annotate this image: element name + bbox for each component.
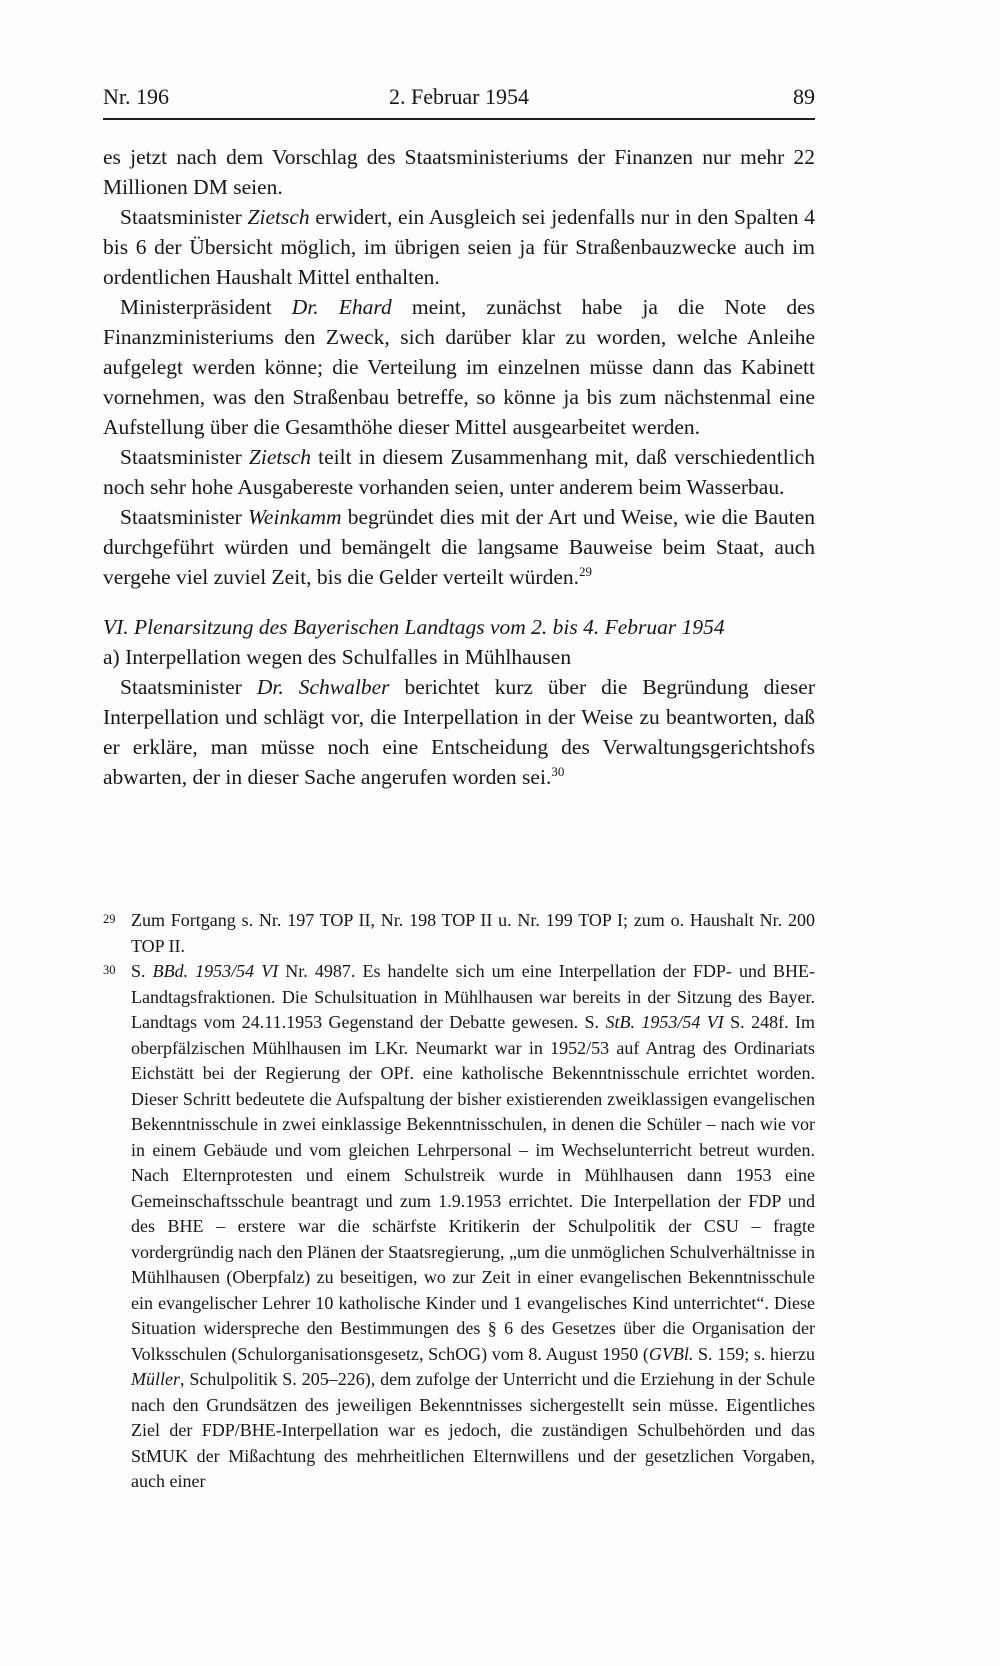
header-rule (103, 118, 815, 120)
footnote (103, 959, 815, 1495)
paragraph (103, 502, 815, 592)
italic-run: StB. 1953/54 VI (605, 1012, 724, 1032)
text-run: a) Interpellation wegen des Schulfalles in Mühlhausen (103, 645, 572, 669)
text-run: meint, zunächst habe ja die Note des Finanzministeriums den Zweck, sich darüber klar zu worden, welche Anleihe aufgelegt werden könne; die Verteilung im einzelnen müsse dann das Kabinett vornehmen, was den Straßenbau betreffe, so könne ja bis zum nächstenmal eine Aufstellung über die Gesamthöhe dieser Mittel ausgearbeitet werden. (103, 295, 815, 439)
footnote-ref: 30 (551, 763, 565, 779)
text-run: VI. Plenarsitzung des Bayerischen Landtags vom 2. bis 4. Februar 1954 (103, 615, 725, 639)
paragraph (103, 202, 815, 292)
text-run: S. 159; s. hierzu (693, 1343, 816, 1364)
section-subheading (103, 642, 815, 672)
italic-run: Dr. Schwalber (256, 675, 390, 699)
text-run: S. 248f. Im oberpfälzischen Mühlhausen im LKr. Neumarkt war in 1952/53 auf Antrag des Ordinariats Eichstätt bei der Regierung der OPf. eine katholische Bekenntnisschule errichtet worden. Dieser Schritt bedeutete die Aufspaltung der bisher existierenden zweiklassigen evangelischen Bekenntnisschule in zwei einklassige Bekenntnisschulen, in denen die Schüler – nach wie vor in einem Gebäude und vom gleichen Lehrpersonal – im Wechselunterricht betreut wurden. Nach Elternprotesten und einem Schulstreik wurde in Mühlhausen dann 1953 eine Gemeinschaftsschule beantragt und zum 1.9.1953 errichtet. Die Interpellation der FDP und des BHE – erstere war die schärfste Kritikerin der Schulpolitik der CSU – fragte vordergründig nach den Plänen der Staatsregierung, „um die unmöglichen Schulverhältnisse in Mühlhausen (Oberpfalz) zu beseitigen, wo zur Zeit in einer evangelischen Bekenntnisschule ein evangelischer Lehrer 10 katholische Kinder und 1 evangelisches Kind unterrichtet“. Diese Situation widerspreche den Bestimmungen des § 6 des Gesetzes über die Organisation der Volksschulen (Schulorganisationsgesetz, SchOG) vom 8. August 1950 ( (131, 1012, 815, 1364)
footnotes (103, 908, 815, 1495)
italic-run: Dr. Ehard (291, 295, 392, 319)
italic-run: Müller (131, 1369, 180, 1389)
body-text (103, 142, 815, 792)
text-run: Staatsminister (120, 205, 248, 229)
text-run: Ministerpräsident (120, 295, 292, 319)
footnote (103, 908, 815, 959)
text-block (103, 84, 816, 1491)
section-heading (103, 612, 815, 642)
text-run: erwidert, ein Ausgleich sei jedenfalls nur in den Spalten 4 bis 6 der Übersicht möglich, im übrigen seien ja für Straßenbauzwecke auch im ordentlichen Haushalt Mittel enthalten. (103, 205, 815, 289)
text-run: S. (131, 961, 153, 981)
paragraph (103, 442, 815, 502)
text-run: Staatsminister (120, 675, 257, 699)
text-run: Staatsminister (120, 505, 248, 529)
italic-run: Zietsch (248, 445, 312, 469)
italic-run: Zietsch (247, 205, 310, 229)
text-run: Staatsminister (120, 445, 249, 469)
text-run: Nr. 4987. Es handelte sich um eine Interpellation der FDP- und BHE-Landtagsfraktionen. Die Schulsituation in Mühlhausen war bereits in der Sitzung des Bayer. Landtags vom 24.11.1953 Gegenstand der Debatte gewesen. S. (131, 961, 816, 1032)
paragraph (103, 142, 815, 202)
italic-run: GVBl. (648, 1343, 694, 1364)
text-run: , Schulpolitik S. 205–226), dem zufolge der Unterricht und die Erziehung in der Schule nach den Grundsätzen des jeweiligen Bekenntnisses sichergestellt sein müsse. Eigentliches Ziel der FDP/BHE-Interpellation war es jedoch, die zuständigen Schulbehörden und das StMUK der Mißachtung des mehrheitlichen Elternwillens und der gesetzlichen Vorgaben, auch einer (131, 1369, 815, 1491)
text-run: teilt in diesem Zusammenhang mit, daß verschiedentlich noch sehr hohe Ausgabereste vorhanden seien, unter anderem beim Wasserbau. (103, 445, 816, 499)
italic-run: Weinkamm (248, 505, 342, 529)
footnote-marker: 30 (103, 963, 116, 977)
header-doc-number: Nr. 196 (103, 84, 169, 109)
italic-run: BBd. 1953/54 VI (152, 961, 279, 981)
header-page-number: 89 (793, 84, 815, 109)
text-run: Zum Fortgang s. Nr. 197 TOP II, Nr. 198 TOP II u. Nr. 199 TOP I; zum o. Haushalt Nr. 200 TOP II. (131, 910, 815, 956)
footnote-ref: 29 (579, 563, 593, 579)
header-date: 2. Februar 1954 (389, 84, 529, 109)
paragraph (103, 672, 815, 792)
text-run: begründet dies mit der Art und Weise, wie die Bauten durchgeführt würden und bemängelt die langsame Bauweise beim Staat, auch vergehe viel zuviel Zeit, bis die Gelder verteilt würden. (103, 505, 815, 589)
page-header (103, 84, 815, 110)
text-run: es jetzt nach dem Vorschlag des Staatsministeriums der Finanzen nur mehr 22 Millionen DM seien. (103, 145, 815, 199)
paragraph (103, 292, 815, 442)
footnote-marker: 29 (103, 912, 116, 926)
text-run: berichtet kurz über die Begründung dieser Interpellation und schlägt vor, die Interpellation in der Weise zu beantworten, daß er erkläre, man müsse noch eine Entscheidung des Verwaltungsgerichtshofs abwarten, der in dieser Sache angerufen worden sei. (103, 675, 815, 789)
